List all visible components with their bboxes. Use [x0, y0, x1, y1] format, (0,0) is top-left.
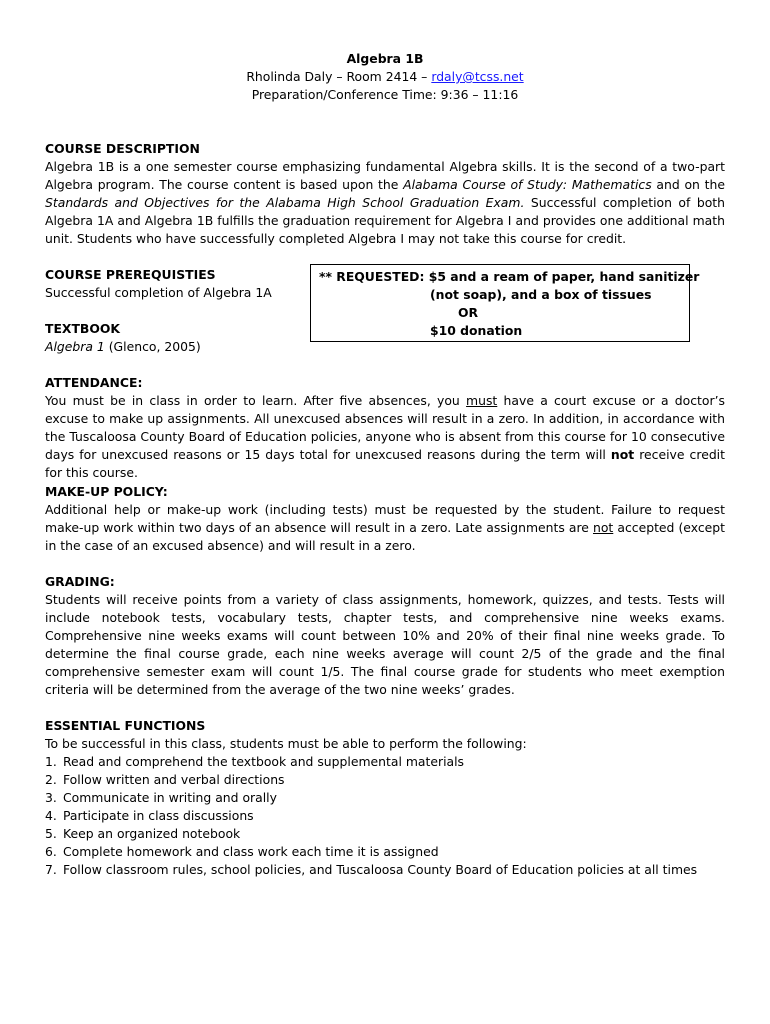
course-description-section [45, 140, 725, 248]
mu-text-1: Additional help or make-up work (including tests) must be requested by the student. Failure to request make-up work within two days of an absence will result in a zero. Late assignments are [45, 502, 725, 535]
att-text-3: receive credit for this course. [45, 447, 725, 480]
makeup-section [45, 483, 725, 555]
attendance-text [45, 392, 725, 482]
list-item-number: 3. [45, 790, 57, 805]
prerequisites-heading: COURSE PREREQUISTIES [45, 267, 216, 282]
list-item-text: Read and comprehend the textbook and supplemental materials [63, 754, 465, 769]
list-item [45, 771, 725, 789]
essential-heading: ESSENTIAL FUNCTIONS [45, 718, 206, 733]
textbook-heading: TEXTBOOK [45, 321, 121, 336]
list-item-text: Participate in class discussions [63, 808, 254, 823]
mu-text-2: accepted (except in the case of an excused absence) and will result in a zero. [45, 520, 725, 553]
cd-text-2: and on the [651, 177, 725, 192]
cd-italic-2: Standards and Objectives for the Alabama High School Graduation Exam. [45, 195, 525, 210]
requested-supplies-box [310, 264, 700, 342]
mu-underline-not: not [593, 520, 614, 535]
cd-italic-1: Alabama Course of Study: Mathematics [403, 177, 652, 192]
textbook-section [45, 320, 201, 356]
requested-line-3: OR [458, 305, 479, 320]
att-underline-must: must [466, 393, 498, 408]
att-text-1: You must be in class in order to learn. After five absences, you [45, 393, 467, 408]
list-item [45, 843, 725, 861]
prerequisites-section [45, 266, 272, 302]
teacher-info: Rholinda Daly – Room 2414 – [246, 69, 432, 84]
essential-intro: To be successful in this class, students must be able to perform the following: [45, 736, 527, 751]
att-text-2: have a court excuse or a doctor’s excuse to make up assignments. All unexcused absences will result in a zero. In addition, in accordance with the Tuscaloosa County Board of Education policies, anyone who is absent from this course for 10 consecutive days for unexcused reasons or 15 days total for unexcused reasons during the term will [45, 393, 725, 462]
list-item [45, 825, 725, 843]
requested-line-2: (not soap), and a box of tissues [430, 287, 652, 302]
list-item-text: Communicate in writing and orally [63, 790, 277, 805]
prerequisites-text: Successful completion of Algebra 1A [45, 285, 272, 300]
list-item-number: 5. [45, 826, 57, 841]
attendance-heading: ATTENDANCE: [45, 375, 143, 390]
textbook-title: Algebra 1 [45, 339, 105, 354]
cd-text-3: Successful completion of both Algebra 1A and Algebra 1B fulfills the graduation requirement for Algebra I and provides one additional math unit. Students who have successfully completed Algebra I may not take this course for credit. [45, 195, 725, 246]
textbook-line [45, 338, 201, 356]
course-description-heading: COURSE DESCRIPTION [45, 141, 200, 156]
list-item-text: Follow written and verbal directions [63, 772, 285, 787]
list-item [45, 789, 725, 807]
list-item-text: Keep an organized notebook [63, 826, 241, 841]
grading-heading: GRADING: [45, 574, 115, 589]
grading-section [45, 573, 725, 699]
list-item-text: Complete homework and class work each time it is assigned [63, 844, 439, 859]
essential-functions-section [45, 717, 725, 879]
list-item-number: 7. [45, 862, 57, 877]
prep-time: Preparation/Conference Time: 9:36 – 11:16 [251, 87, 519, 102]
makeup-heading: MAKE-UP POLICY: [45, 484, 168, 499]
requested-line-4: $10 donation [430, 323, 523, 338]
list-item-number: 6. [45, 844, 57, 859]
syllabus-header [0, 50, 770, 104]
list-item-number: 2. [45, 772, 57, 787]
list-item-text: Follow classroom rules, school policies, and Tuscaloosa County Board of Education policies at all times [63, 862, 698, 877]
course-title: Algebra 1B [346, 51, 424, 66]
list-item [45, 753, 725, 771]
essential-list [45, 753, 725, 879]
att-bold-not: not [610, 447, 635, 462]
list-item [45, 861, 725, 879]
course-description-text [45, 158, 725, 248]
grading-text: Students will receive points from a variety of class assignments, homework, quizzes, and tests. Tests will include notebook tests, vocabulary tests, chapter tests, and comprehensive nine weeks exams. Comprehensive nine weeks exams will count between 10% and 20% of their final nine weeks grade. To determine the final course grade, each nine weeks average will count 2/5 of the grade and the final comprehensive semester exam will count 1/5. The final course grade for students who meet exemption criteria will be determined from the average of the two nine weeks’ grades. [45, 592, 725, 697]
list-item-number: 1. [45, 754, 57, 769]
requested-line-1: ** REQUESTED: $5 and a ream of paper, hand sanitizer [319, 269, 700, 284]
teacher-line [0, 68, 770, 86]
list-item [45, 807, 725, 825]
makeup-text [45, 501, 725, 555]
cd-text-1: Algebra 1B is a one semester course emphasizing fundamental Algebra skills. It is the second of a two-part Algebra program. The course content is based upon the [45, 159, 725, 192]
textbook-details: (Glenco, 2005) [104, 339, 201, 354]
email-link[interactable]: rdaly@tcss.net [431, 69, 524, 84]
list-item-number: 4. [45, 808, 57, 823]
attendance-section [45, 374, 725, 482]
